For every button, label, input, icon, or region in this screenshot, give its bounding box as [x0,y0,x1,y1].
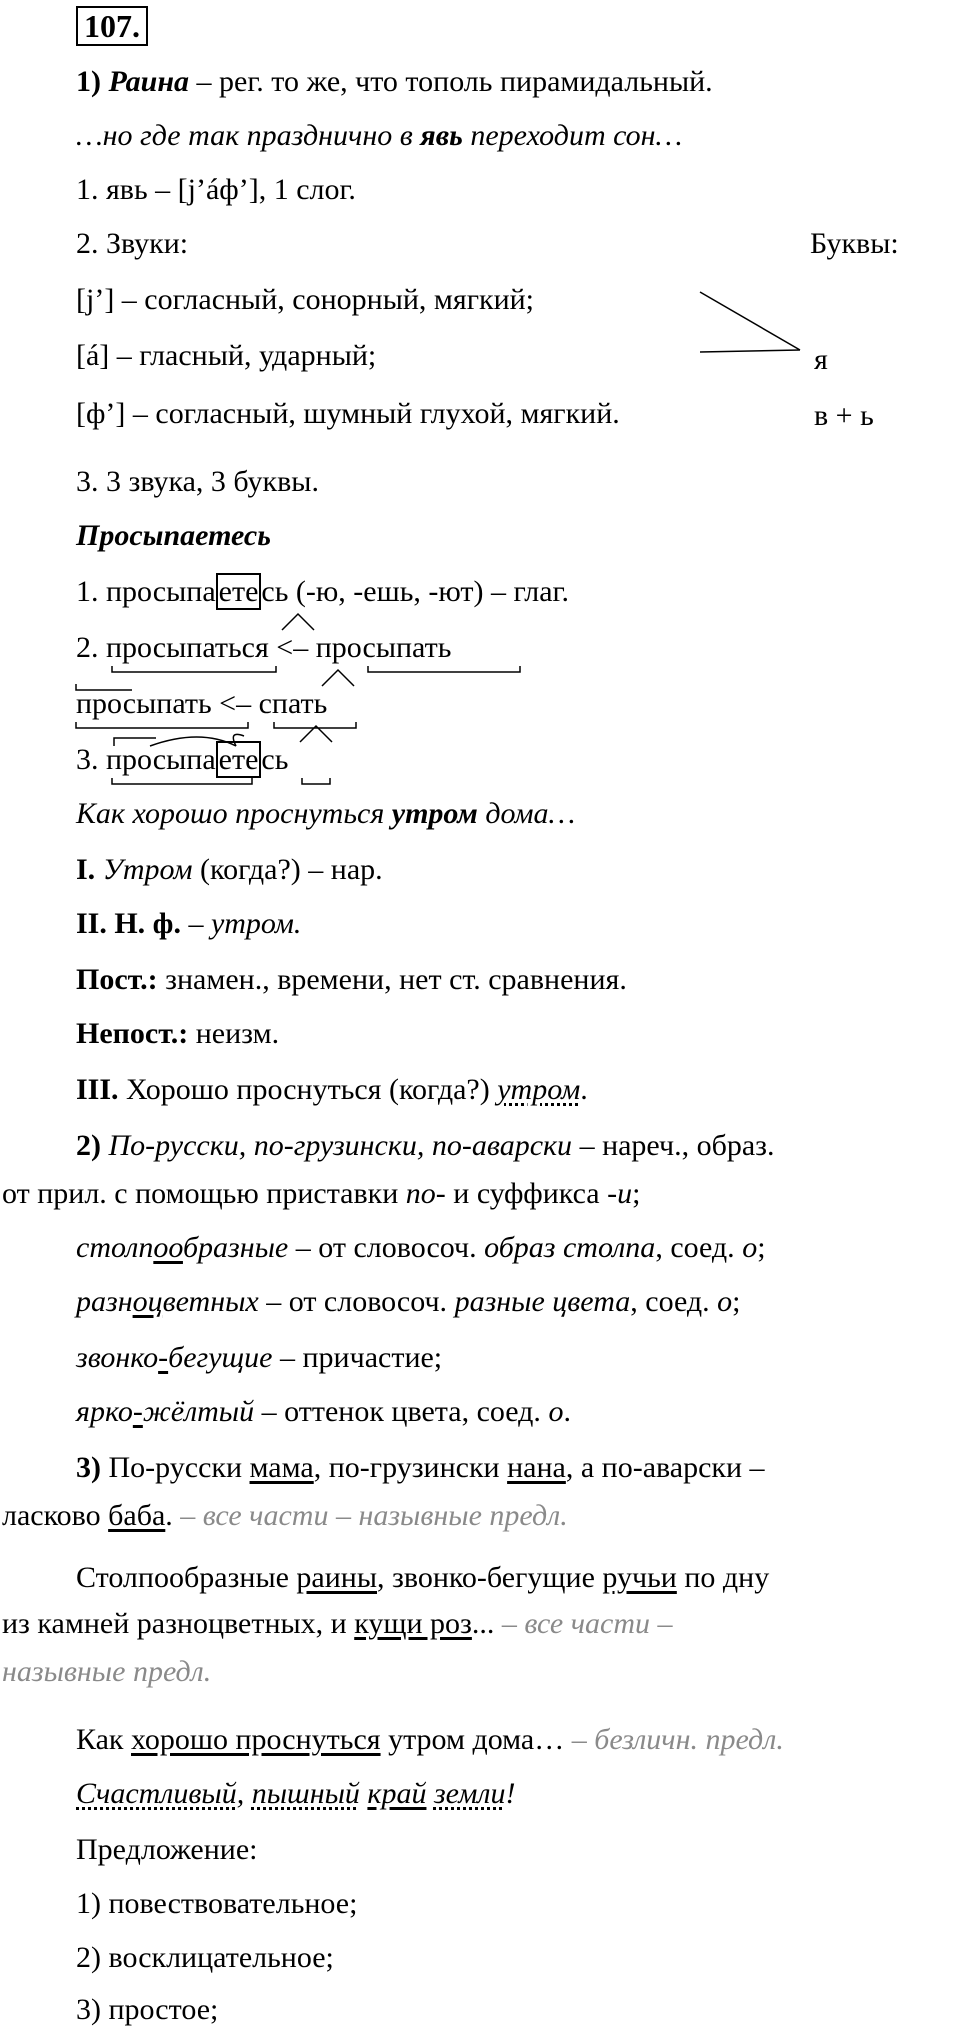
sentence-2-line-1: Столпообразные раины, звонко-бегущие ручьи по дну [76,1561,770,1594]
morph-line-1: 1. просыпа ете сь (-ю, -ешь, -ют) – глаг. [76,575,569,608]
sentence-2-line-2: из камней разноцветных, и кущи роз... – все части – [2,1607,673,1640]
sounds-label: 2. Звуки: [76,227,189,260]
sound-row-3: [ф’] – согласный, шумный глухой, мягкий. [76,397,620,430]
morph-title: Просыпаетесь [76,519,271,552]
letter-ya: я [814,343,828,376]
sentence-3: Как хорошо проснуться утром дома… – безличн. предл. [76,1723,784,1756]
sound-row-2: [á] – гласный, ударный; [76,339,377,372]
sentence-2-line-3: назывные предл. [2,1655,212,1688]
exercise-number: 107. [76,6,148,46]
root-arcs [150,614,354,746]
quote-line-2: Как хорошо проснуться утром дома… [76,797,576,830]
ending-box: ете [216,741,262,778]
adverb-line-5: III. Хорошо проснуться (когда?) утром. [76,1073,588,1106]
letters-label: Буквы: [810,227,899,260]
term-word: Раина [108,65,190,98]
item-number: 1) [76,65,101,98]
ending-box: ете [216,573,262,610]
sound-row-1: [j’] – согласный, сонорный, мягкий; [76,283,535,316]
analysis-title: Предложение: [76,1833,258,1866]
phonetic-line-3: 3. 3 звука, 3 буквы. [76,465,319,498]
analysis-item-1: 1) повествовательное; [76,1887,358,1920]
paragraph-2-line-2: от прил. с помощью приставки по- и суффикса -и; [2,1177,641,1210]
letter-mapping-lines [700,292,800,352]
prefix-marks [76,684,156,746]
word-formation-1: столпообразные – от словосоч. образ столпа, соед. о; [76,1231,766,1264]
paragraph-3-line-1: 3) По-русски мама, по-грузински нана, а по-аварски – [76,1451,765,1484]
word-formation-4: ярко-жёлтый – оттенок цвета, соед. о. [76,1395,571,1428]
analysis-item-2: 2) восклицательное; [76,1941,334,1974]
term-definition: – рег. то же, что тополь пирамидальный. [189,65,713,98]
morph-line-4: 3. просыпа ете сь [76,743,289,776]
morph-line-3: просыпать <– спать [76,687,328,720]
adverb-line-2: II. Н. ф. – утром. [76,907,302,940]
adverb-line-4: Непост.: неизм. [76,1017,280,1050]
suffix-brackets [76,666,520,784]
paragraph-2-line-1: 2) По-русски, по-грузински, по-аварски – нареч., образ. [76,1129,775,1162]
paragraph-3-line-2: ласково баба. – все части – назывные предл. [2,1499,568,1532]
adverbial-word: утром [497,1073,581,1106]
analysis-item-3: 3) простое; [76,1993,219,2026]
phonetic-line-1: 1. явь – [j’áф’], 1 слог. [76,173,356,206]
word-formation-3: звонко-бегущие – причастие; [76,1341,443,1374]
highlighted-word: явь [420,119,463,152]
letter-v-soft-sign: в + ь [814,399,874,432]
word-formation-2: разноцветных – от словосоч. разные цвета, соед. о; [76,1285,741,1318]
morph-line-2: 2. просыпаться <– просыпать [76,631,452,664]
adverb-line-3: Пост.: знамен., времени, нет ст. сравнения. [76,963,627,996]
sentence-4: Счастливый, пышный край земли! [76,1777,516,1810]
quote-line-1: …но где так празднично в явь переходит сон… [76,119,683,152]
highlighted-word: утром [391,797,478,830]
adverb-line-1: I. Утром (когда?) – нар. [76,853,383,886]
